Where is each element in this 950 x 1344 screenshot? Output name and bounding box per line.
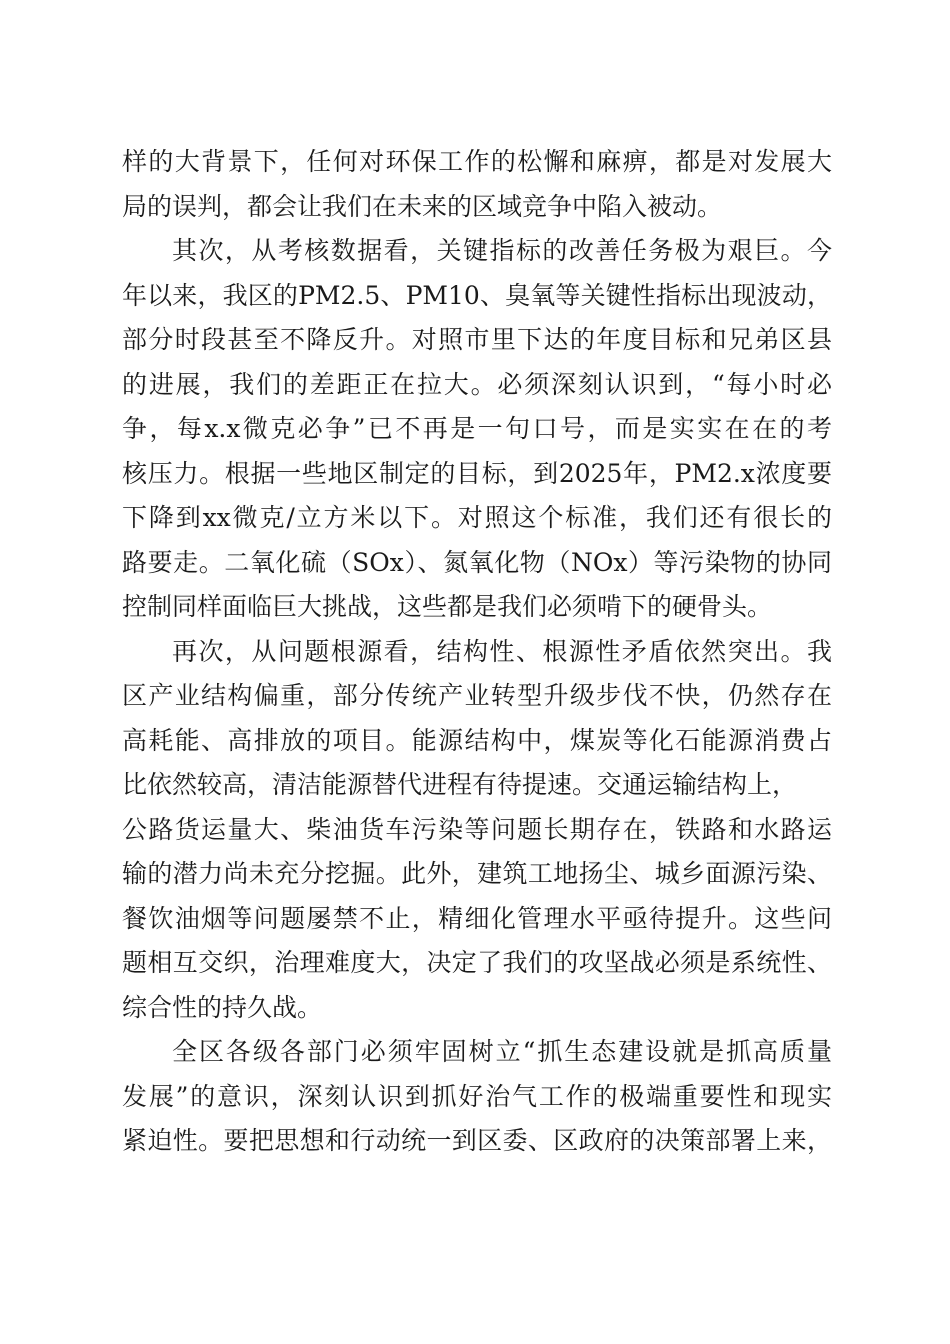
text-line: 比依然较高，清洁能源替代进程有待提速。交通运输结构上， xyxy=(122,770,798,799)
text-line: 综合性的持久战。 xyxy=(122,992,323,1022)
text-line: 核压力。根据一些地区制定的目标，到2025年，PM2.x浓度要 xyxy=(122,458,832,488)
text-line: 餐饮油烟等问题屡禁不止，精细化管理水平亟待提升。这些问 xyxy=(122,903,832,933)
text-line: 区产业结构偏重，部分传统产业转型升级步伐不快，仍然存在 xyxy=(122,681,832,710)
text-line: 公路货运量大、柴油货车污染等问题长期存在，铁路和水路运 xyxy=(122,814,832,844)
text-line: 发展”的意识，深刻认识到抓好治气工作的极端重要性和现实 xyxy=(122,1081,832,1111)
paragraph-first-line: 其次，从考核数据看，关键指标的改善任务极为艰巨。今 xyxy=(172,236,832,265)
text-line: 题相互交织，治理难度大，决定了我们的攻坚战必须是系统性、 xyxy=(122,948,832,977)
paragraph-first-line: 全区各级各部门必须牢固树立“抓生态建设就是抓高质量 xyxy=(172,1037,832,1066)
paragraph-first-line: 再次，从问题根源看，结构性、根源性矛盾依然突出。我 xyxy=(172,636,832,666)
text-line: 路要走。二氧化硫（SOx）、氮氧化物（NOx）等污染物的协同 xyxy=(122,547,832,577)
text-line: 输的潜力尚未充分挖掘。此外，建筑工地扬尘、城乡面源污染、 xyxy=(122,859,832,888)
text-line: 局的误判，都会让我们在未来的区域竞争中陷入被动。 xyxy=(122,191,723,221)
text-line: 争，每x.x微克必争”已不再是一句口号，而是实实在在的考 xyxy=(122,414,832,443)
text-line: 下降到xx微克/立方米以下。对照这个标准，我们还有很长的 xyxy=(122,503,832,532)
text-line: 控制同样面临巨大挑战，这些都是我们必须啃下的硬骨头。 xyxy=(122,592,773,621)
text-line: 年以来，我区的PM2.5、PM10、臭氧等关键性指标出现波动， xyxy=(122,280,832,310)
text-line: 样的大背景下，任何对环保工作的松懈和麻痹，都是对发展大 xyxy=(122,147,832,176)
document-body xyxy=(122,140,832,1164)
text-line: 部分时段甚至不降反升。对照市里下达的年度目标和兄弟区县 xyxy=(122,325,832,354)
text-line: 紧迫性。要把思想和行动统一到区委、区政府的决策部署上来， xyxy=(122,1126,832,1155)
text-line: 的进展，我们的差距正在拉大。必须深刻认识到，“每小时必 xyxy=(122,369,832,399)
text-line: 高耗能、高排放的项目。能源结构中，煤炭等化石能源消费占 xyxy=(122,725,832,755)
